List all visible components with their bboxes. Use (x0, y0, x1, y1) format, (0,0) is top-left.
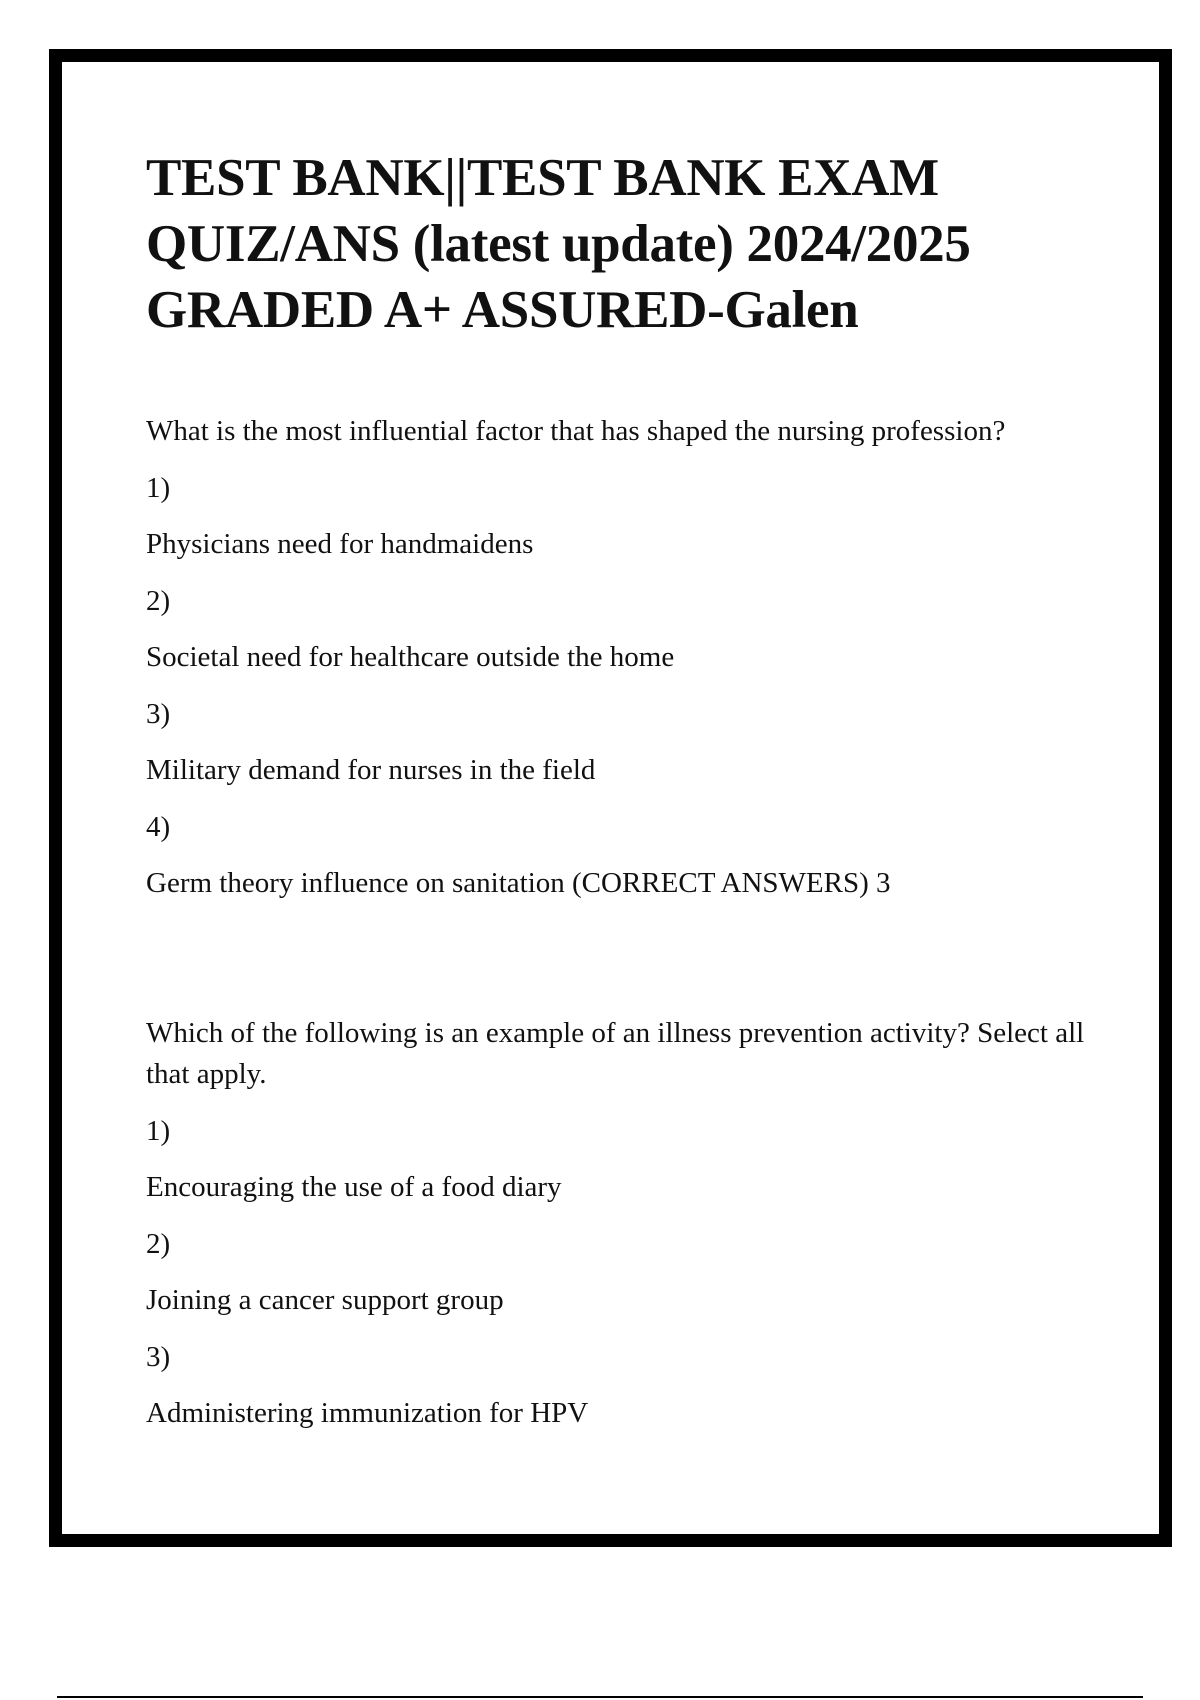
question-2-option-3-text: Administering immunization for HPV (146, 1397, 589, 1429)
question-1-option-4-number: 4) (146, 811, 171, 843)
question-2-option-1-number: 1) (146, 1115, 171, 1147)
question-1-option-3-text: Military demand for nurses in the field (146, 754, 596, 786)
question-1-option-1-text: Physicians need for handmaidens (146, 528, 534, 560)
question-2-option-3-number: 3) (146, 1341, 171, 1373)
question-2-option-2-number: 2) (146, 1228, 171, 1260)
question-2-option-1-text: Encouraging the use of a food diary (146, 1171, 562, 1203)
question-1-option-4-text: Germ theory influence on sanitation (CORRECT ANSWERS) 3 (146, 867, 891, 899)
footer-divider (57, 1696, 1143, 1698)
title-line-3: GRADED A+ ASSURED-Galen (146, 281, 859, 339)
title-line-1: TEST BANK||TEST BANK EXAM (146, 149, 939, 207)
question-1 (146, 411, 1086, 904)
question-1-text: What is the most influential factor that has shaped the nursing profession? (146, 415, 1006, 447)
question-1-option-3-number: 3) (146, 698, 171, 730)
title-line-2: QUIZ/ANS (latest update) 2024/2025 (146, 215, 971, 273)
document-title (146, 145, 1086, 343)
question-2-option-2-text: Joining a cancer support group (146, 1284, 504, 1316)
question-2 (146, 1013, 1086, 1434)
question-1-option-2-number: 2) (146, 585, 171, 617)
question-1-option-2-text: Societal need for healthcare outside the home (146, 641, 675, 673)
document-content (146, 145, 1086, 1429)
question-2-text: Which of the following is an example of an illness prevention activity? Select all that apply. (146, 1017, 1085, 1090)
question-1-option-1-number: 1) (146, 472, 171, 504)
